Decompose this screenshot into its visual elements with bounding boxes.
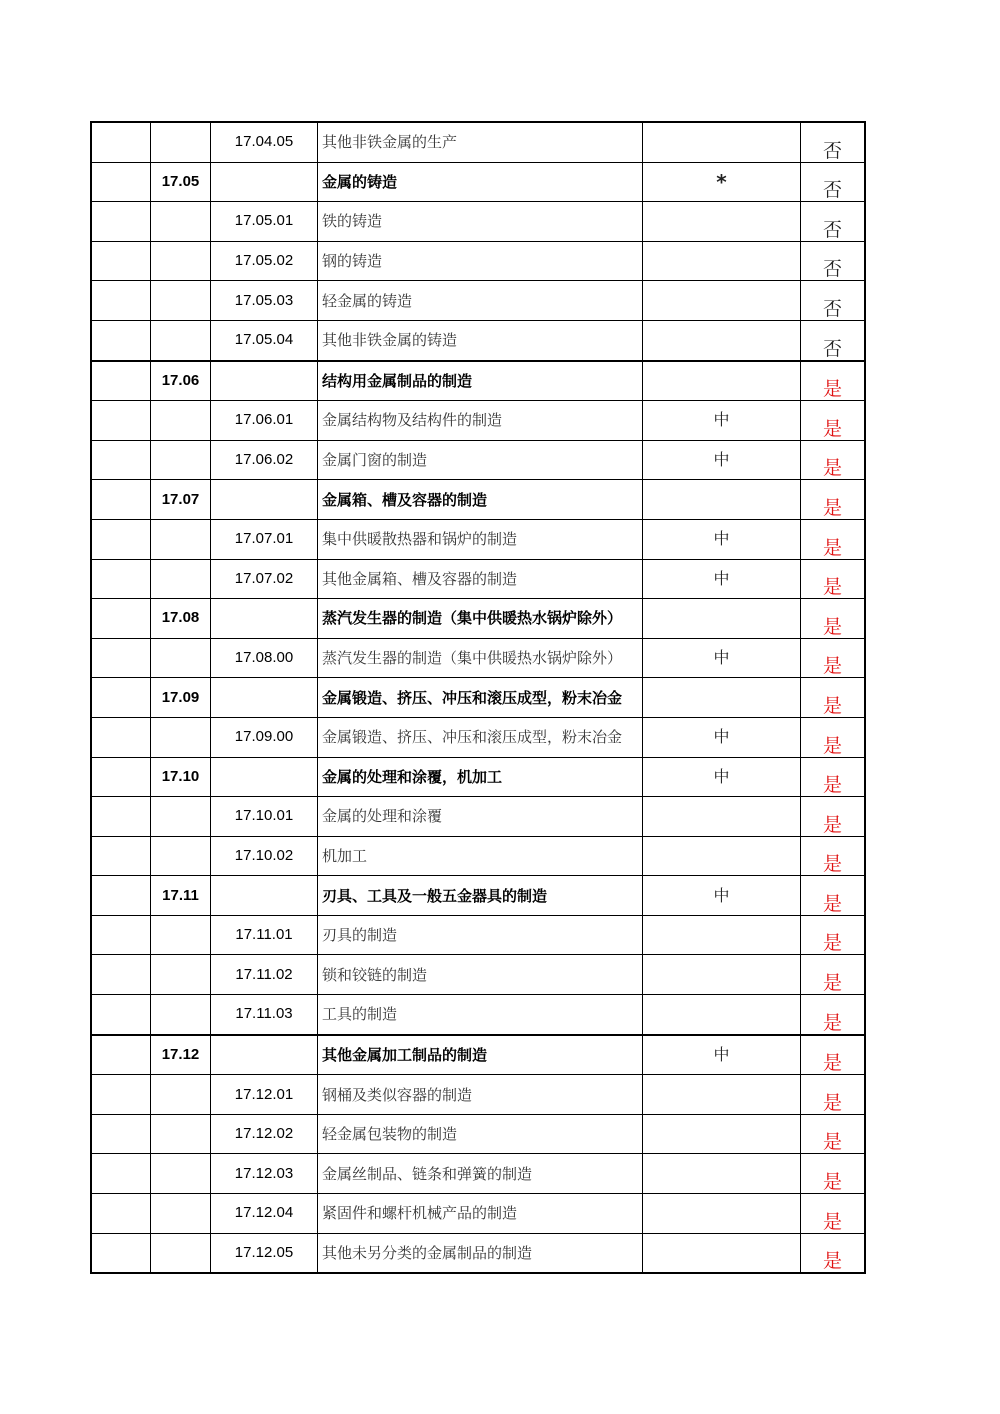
major-code-cell: 17.06 xyxy=(151,361,211,401)
table-row xyxy=(91,797,865,837)
item-name-cell: 集中供暖散热器和锅炉的制造 xyxy=(318,519,643,559)
blank-cell xyxy=(91,876,151,916)
blank-cell xyxy=(91,915,151,955)
blank-cell xyxy=(91,836,151,876)
flag-cell: 是 xyxy=(801,876,866,916)
sub-code-cell xyxy=(211,162,318,202)
flag-cell: 是 xyxy=(801,361,866,401)
item-name-cell: 蒸汽发生器的制造（集中供暖热水锅炉除外） xyxy=(318,638,643,678)
classification-table xyxy=(90,121,866,1274)
sub-code-cell: 17.07.01 xyxy=(211,519,318,559)
flag-cell: 否 xyxy=(801,320,866,360)
item-name-cell: 金属的处理和涂覆 xyxy=(318,797,643,837)
major-code-cell xyxy=(151,320,211,360)
flag-cell: 是 xyxy=(801,1233,866,1273)
flag-cell: 否 xyxy=(801,162,866,202)
flag-cell: 是 xyxy=(801,836,866,876)
mark-cell: 中 xyxy=(643,519,801,559)
major-code-cell: 17.09 xyxy=(151,678,211,718)
mark-cell xyxy=(643,1233,801,1273)
blank-cell xyxy=(91,797,151,837)
sub-code-cell: 17.12.05 xyxy=(211,1233,318,1273)
blank-cell xyxy=(91,480,151,520)
table-row xyxy=(91,836,865,876)
major-code-cell: 17.08 xyxy=(151,599,211,639)
blank-cell xyxy=(91,995,151,1035)
mark-cell xyxy=(643,836,801,876)
flag-cell: 是 xyxy=(801,1154,866,1194)
major-code-cell xyxy=(151,638,211,678)
table-row xyxy=(91,480,865,520)
blank-cell xyxy=(91,1035,151,1075)
table-row xyxy=(91,162,865,202)
item-name-cell: 金属结构物及结构件的制造 xyxy=(318,401,643,441)
item-name-cell: 金属的处理和涂覆，机加工 xyxy=(318,757,643,797)
major-code-cell xyxy=(151,401,211,441)
blank-cell xyxy=(91,519,151,559)
sub-code-cell: 17.12.01 xyxy=(211,1075,318,1115)
sub-code-cell: 17.04.05 xyxy=(211,122,318,162)
mark-cell xyxy=(643,480,801,520)
blank-cell xyxy=(91,1154,151,1194)
table-row xyxy=(91,241,865,281)
mark-cell xyxy=(643,599,801,639)
sub-code-cell: 17.06.01 xyxy=(211,401,318,441)
item-name-cell: 金属丝制品、链条和弹簧的制造 xyxy=(318,1154,643,1194)
item-name-cell: 其他未另分类的金属制品的制造 xyxy=(318,1233,643,1273)
sub-code-cell: 17.05.04 xyxy=(211,320,318,360)
major-code-cell xyxy=(151,440,211,480)
blank-cell xyxy=(91,1114,151,1154)
table-row xyxy=(91,995,865,1035)
item-name-cell: 钢的铸造 xyxy=(318,241,643,281)
item-name-cell: 轻金属的铸造 xyxy=(318,281,643,321)
major-code-cell xyxy=(151,1114,211,1154)
table-row xyxy=(91,401,865,441)
blank-cell xyxy=(91,1233,151,1273)
flag-cell: 是 xyxy=(801,1035,866,1075)
major-code-cell xyxy=(151,1075,211,1115)
blank-cell xyxy=(91,122,151,162)
mark-cell xyxy=(643,915,801,955)
blank-cell xyxy=(91,599,151,639)
mark-cell xyxy=(643,797,801,837)
flag-cell: 是 xyxy=(801,559,866,599)
flag-cell: 是 xyxy=(801,955,866,995)
mark-cell xyxy=(643,678,801,718)
item-name-cell: 锁和铰链的制造 xyxy=(318,955,643,995)
blank-cell xyxy=(91,1075,151,1115)
blank-cell xyxy=(91,678,151,718)
flag-cell: 是 xyxy=(801,599,866,639)
sub-code-cell: 17.05.02 xyxy=(211,241,318,281)
sub-code-cell xyxy=(211,599,318,639)
sub-code-cell: 17.10.02 xyxy=(211,836,318,876)
mark-cell: 中 xyxy=(643,757,801,797)
item-name-cell: 金属的铸造 xyxy=(318,162,643,202)
flag-cell: 是 xyxy=(801,757,866,797)
flag-cell: 是 xyxy=(801,1194,866,1234)
sub-code-cell xyxy=(211,361,318,401)
blank-cell xyxy=(91,202,151,242)
item-name-cell: 紧固件和螺杆机械产品的制造 xyxy=(318,1194,643,1234)
flag-cell: 是 xyxy=(801,797,866,837)
sub-code-cell: 17.09.00 xyxy=(211,717,318,757)
flag-cell: 是 xyxy=(801,1114,866,1154)
mark-cell: 中 xyxy=(643,559,801,599)
table-row xyxy=(91,1075,865,1115)
table-row xyxy=(91,1233,865,1273)
major-code-cell xyxy=(151,202,211,242)
mark-cell: 中 xyxy=(643,717,801,757)
blank-cell xyxy=(91,241,151,281)
major-code-cell xyxy=(151,836,211,876)
major-code-cell xyxy=(151,281,211,321)
table-row xyxy=(91,519,865,559)
sub-code-cell xyxy=(211,1035,318,1075)
item-name-cell: 结构用金属制品的制造 xyxy=(318,361,643,401)
major-code-cell xyxy=(151,717,211,757)
flag-cell: 是 xyxy=(801,717,866,757)
blank-cell xyxy=(91,320,151,360)
blank-cell xyxy=(91,401,151,441)
item-name-cell: 其他金属加工制品的制造 xyxy=(318,1035,643,1075)
major-code-cell xyxy=(151,241,211,281)
mark-cell xyxy=(643,955,801,995)
flag-cell: 是 xyxy=(801,678,866,718)
item-name-cell: 蒸汽发生器的制造（集中供暖热水锅炉除外） xyxy=(318,599,643,639)
item-name-cell: 金属箱、槽及容器的制造 xyxy=(318,480,643,520)
flag-cell: 否 xyxy=(801,281,866,321)
blank-cell xyxy=(91,162,151,202)
sub-code-cell: 17.11.02 xyxy=(211,955,318,995)
major-code-cell: 17.05 xyxy=(151,162,211,202)
major-code-cell: 17.12 xyxy=(151,1035,211,1075)
table-row xyxy=(91,1114,865,1154)
classification-table-body xyxy=(91,122,865,1273)
flag-cell: 是 xyxy=(801,401,866,441)
item-name-cell: 其他非铁金属的铸造 xyxy=(318,320,643,360)
item-name-cell: 金属门窗的制造 xyxy=(318,440,643,480)
table-row xyxy=(91,122,865,162)
blank-cell xyxy=(91,281,151,321)
major-code-cell: 17.07 xyxy=(151,480,211,520)
flag-cell: 是 xyxy=(801,638,866,678)
mark-cell xyxy=(643,281,801,321)
mark-cell xyxy=(643,320,801,360)
item-name-cell: 其他非铁金属的生产 xyxy=(318,122,643,162)
item-name-cell: 钢桶及类似容器的制造 xyxy=(318,1075,643,1115)
sub-code-cell: 17.07.02 xyxy=(211,559,318,599)
blank-cell xyxy=(91,717,151,757)
table-row xyxy=(91,1035,865,1075)
major-code-cell xyxy=(151,1194,211,1234)
flag-cell: 是 xyxy=(801,480,866,520)
blank-cell xyxy=(91,638,151,678)
flag-cell: 否 xyxy=(801,122,866,162)
table-row xyxy=(91,876,865,916)
blank-cell xyxy=(91,440,151,480)
sub-code-cell: 17.12.02 xyxy=(211,1114,318,1154)
flag-cell: 是 xyxy=(801,915,866,955)
item-name-cell: 刃具的制造 xyxy=(318,915,643,955)
table-row xyxy=(91,757,865,797)
mark-cell xyxy=(643,241,801,281)
sub-code-cell: 17.08.00 xyxy=(211,638,318,678)
mark-cell xyxy=(643,1075,801,1115)
table-row xyxy=(91,320,865,360)
major-code-cell: 17.10 xyxy=(151,757,211,797)
mark-cell xyxy=(643,361,801,401)
mark-cell: 中 xyxy=(643,876,801,916)
major-code-cell xyxy=(151,122,211,162)
mark-cell xyxy=(643,995,801,1035)
sub-code-cell: 17.05.01 xyxy=(211,202,318,242)
table-row xyxy=(91,915,865,955)
table-row xyxy=(91,599,865,639)
table-row xyxy=(91,559,865,599)
sub-code-cell: 17.06.02 xyxy=(211,440,318,480)
major-code-cell xyxy=(151,995,211,1035)
sub-code-cell: 17.12.04 xyxy=(211,1194,318,1234)
major-code-cell xyxy=(151,797,211,837)
mark-cell xyxy=(643,1194,801,1234)
mark-cell: 中 xyxy=(643,638,801,678)
mark-cell: 中 xyxy=(643,440,801,480)
blank-cell xyxy=(91,757,151,797)
mark-cell: 中 xyxy=(643,1035,801,1075)
mark-cell: * xyxy=(643,162,801,202)
item-name-cell: 金属锻造、挤压、冲压和滚压成型，粉末冶金 xyxy=(318,678,643,718)
item-name-cell: 其他金属箱、槽及容器的制造 xyxy=(318,559,643,599)
major-code-cell xyxy=(151,559,211,599)
table-row xyxy=(91,638,865,678)
table-row xyxy=(91,1194,865,1234)
major-code-cell xyxy=(151,1154,211,1194)
flag-cell: 是 xyxy=(801,1075,866,1115)
mark-cell xyxy=(643,122,801,162)
table-row xyxy=(91,440,865,480)
major-code-cell xyxy=(151,519,211,559)
item-name-cell: 金属锻造、挤压、冲压和滚压成型，粉末冶金 xyxy=(318,717,643,757)
major-code-cell xyxy=(151,1233,211,1273)
sub-code-cell xyxy=(211,480,318,520)
blank-cell xyxy=(91,361,151,401)
table-row xyxy=(91,678,865,718)
mark-cell xyxy=(643,202,801,242)
major-code-cell xyxy=(151,955,211,995)
major-code-cell: 17.11 xyxy=(151,876,211,916)
sub-code-cell: 17.10.01 xyxy=(211,797,318,837)
table-row xyxy=(91,202,865,242)
major-code-cell xyxy=(151,915,211,955)
table-row xyxy=(91,955,865,995)
table-row xyxy=(91,361,865,401)
blank-cell xyxy=(91,559,151,599)
flag-cell: 否 xyxy=(801,241,866,281)
table-row xyxy=(91,717,865,757)
flag-cell: 是 xyxy=(801,519,866,559)
blank-cell xyxy=(91,1194,151,1234)
item-name-cell: 轻金属包装物的制造 xyxy=(318,1114,643,1154)
item-name-cell: 铁的铸造 xyxy=(318,202,643,242)
sub-code-cell: 17.11.01 xyxy=(211,915,318,955)
flag-cell: 是 xyxy=(801,440,866,480)
sub-code-cell: 17.11.03 xyxy=(211,995,318,1035)
sub-code-cell: 17.05.03 xyxy=(211,281,318,321)
sub-code-cell xyxy=(211,678,318,718)
flag-cell: 否 xyxy=(801,202,866,242)
item-name-cell: 工具的制造 xyxy=(318,995,643,1035)
sub-code-cell xyxy=(211,876,318,916)
flag-cell: 是 xyxy=(801,995,866,1035)
mark-cell: 中 xyxy=(643,401,801,441)
mark-cell xyxy=(643,1114,801,1154)
blank-cell xyxy=(91,955,151,995)
mark-cell xyxy=(643,1154,801,1194)
item-name-cell: 机加工 xyxy=(318,836,643,876)
item-name-cell: 刃具、工具及一般五金器具的制造 xyxy=(318,876,643,916)
table-row xyxy=(91,1154,865,1194)
sub-code-cell: 17.12.03 xyxy=(211,1154,318,1194)
sub-code-cell xyxy=(211,757,318,797)
table-row xyxy=(91,281,865,321)
